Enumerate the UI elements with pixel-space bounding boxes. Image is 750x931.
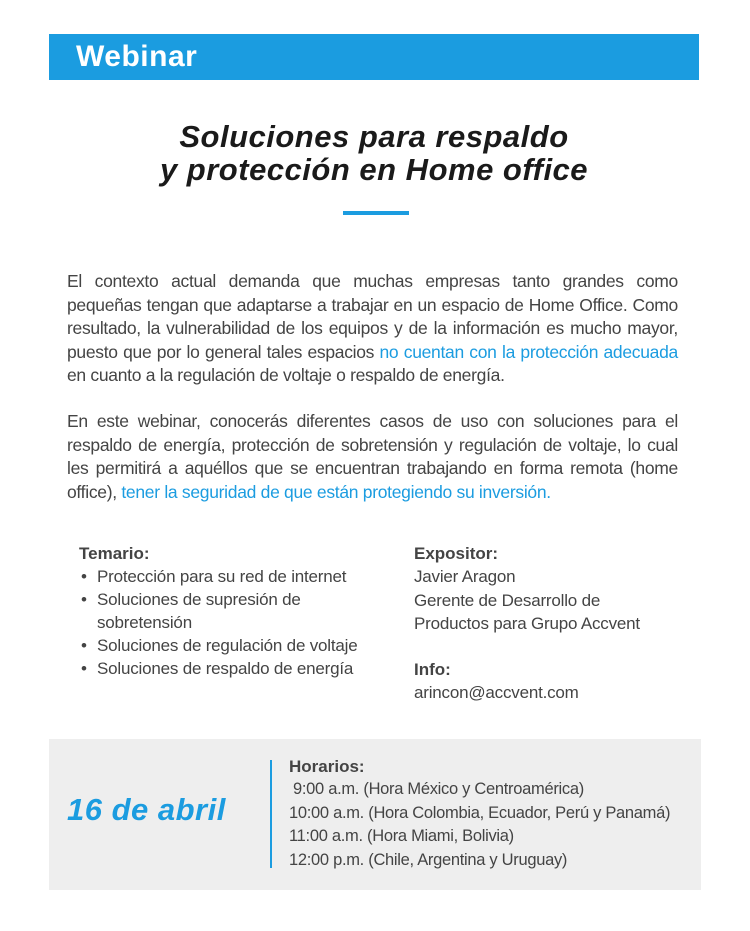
intro-p1-highlight: no cuentan con la protección adecuada [379, 341, 678, 362]
intro-paragraph-2 [67, 410, 678, 504]
expositor-role-line-1: Gerente de Desarrollo de [414, 590, 601, 610]
title-line-1: Soluciones para respaldo [179, 119, 569, 154]
info-heading: Info: [414, 659, 451, 679]
list-item [79, 588, 379, 634]
intro-p2-highlight: tener la seguridad de que están protegiendo su inversión. [121, 481, 551, 502]
bullet-icon: • [81, 567, 87, 586]
topic-label: Soluciones de regulación de voltaje [97, 636, 358, 655]
panel-divider [270, 760, 272, 868]
schedule-row: 9:00 a.m. (Hora México y Centroamérica) [293, 780, 584, 798]
bullet-icon: • [81, 636, 87, 655]
banner-label: Webinar [76, 40, 198, 73]
expositor-heading: Expositor: [414, 544, 499, 563]
temario-list [79, 565, 379, 680]
list-item [79, 657, 379, 680]
schedule-row: 10:00 a.m. (Hora Colombia, Ecuador, Perú y Panamá) [289, 803, 671, 822]
intro-p1-tail: en cuanto a la regulación de voltaje o respaldo de energía. [67, 365, 505, 385]
topic-label: Soluciones de respaldo de energía [97, 659, 354, 678]
title-divider [343, 211, 409, 215]
info-email: arincon@accvent.com [414, 682, 579, 702]
bullet-icon: • [81, 590, 87, 609]
event-date: 16 de abril [67, 792, 226, 827]
schedule-row: 12:00 p.m. (Chile, Argentina y Uruguay) [289, 850, 568, 869]
intro-paragraph-1 [67, 270, 678, 388]
title-line-2: y protección en Home office [159, 152, 589, 187]
schedule-row: 11:00 a.m. (Hora Miami, Bolivia) [289, 827, 514, 845]
event-info-panel [49, 739, 701, 890]
list-item [79, 565, 379, 588]
schedule-heading: Horarios: [289, 757, 365, 776]
list-item [79, 634, 379, 657]
expositor-name: Javier Aragon [414, 567, 516, 586]
topic-label: Protección para su red de internet [97, 567, 347, 586]
intro-p1-text: El contexto actual demanda que muchas empresas tanto grandes como pequeñas tengan que adaptarse a trabajar en un espacio de Home Office. Como resultado, la vulnerabilidad de los equipos y de la información es mucho mayor, puesto que por lo general tales espacios [67, 271, 678, 362]
temario-section [79, 542, 379, 680]
webinar-banner [49, 34, 699, 80]
expositor-role-line-2: Productos para Grupo Accvent [414, 614, 640, 633]
temario-heading: Temario: [79, 544, 150, 563]
expositor-section [414, 542, 714, 704]
intro-p2-text: En este webinar, conocerás diferentes casos de uso con soluciones para el respaldo de energía, protección de sobretensión y regulación de voltaje, lo cual les permitirá a aquéllos que se encuentran trabajando en forma remota (home office), [67, 411, 678, 502]
bullet-icon: • [81, 659, 87, 678]
schedule-block [289, 755, 699, 872]
topic-label: Soluciones de supresión de sobretensión [97, 590, 301, 632]
page-title [49, 120, 699, 186]
